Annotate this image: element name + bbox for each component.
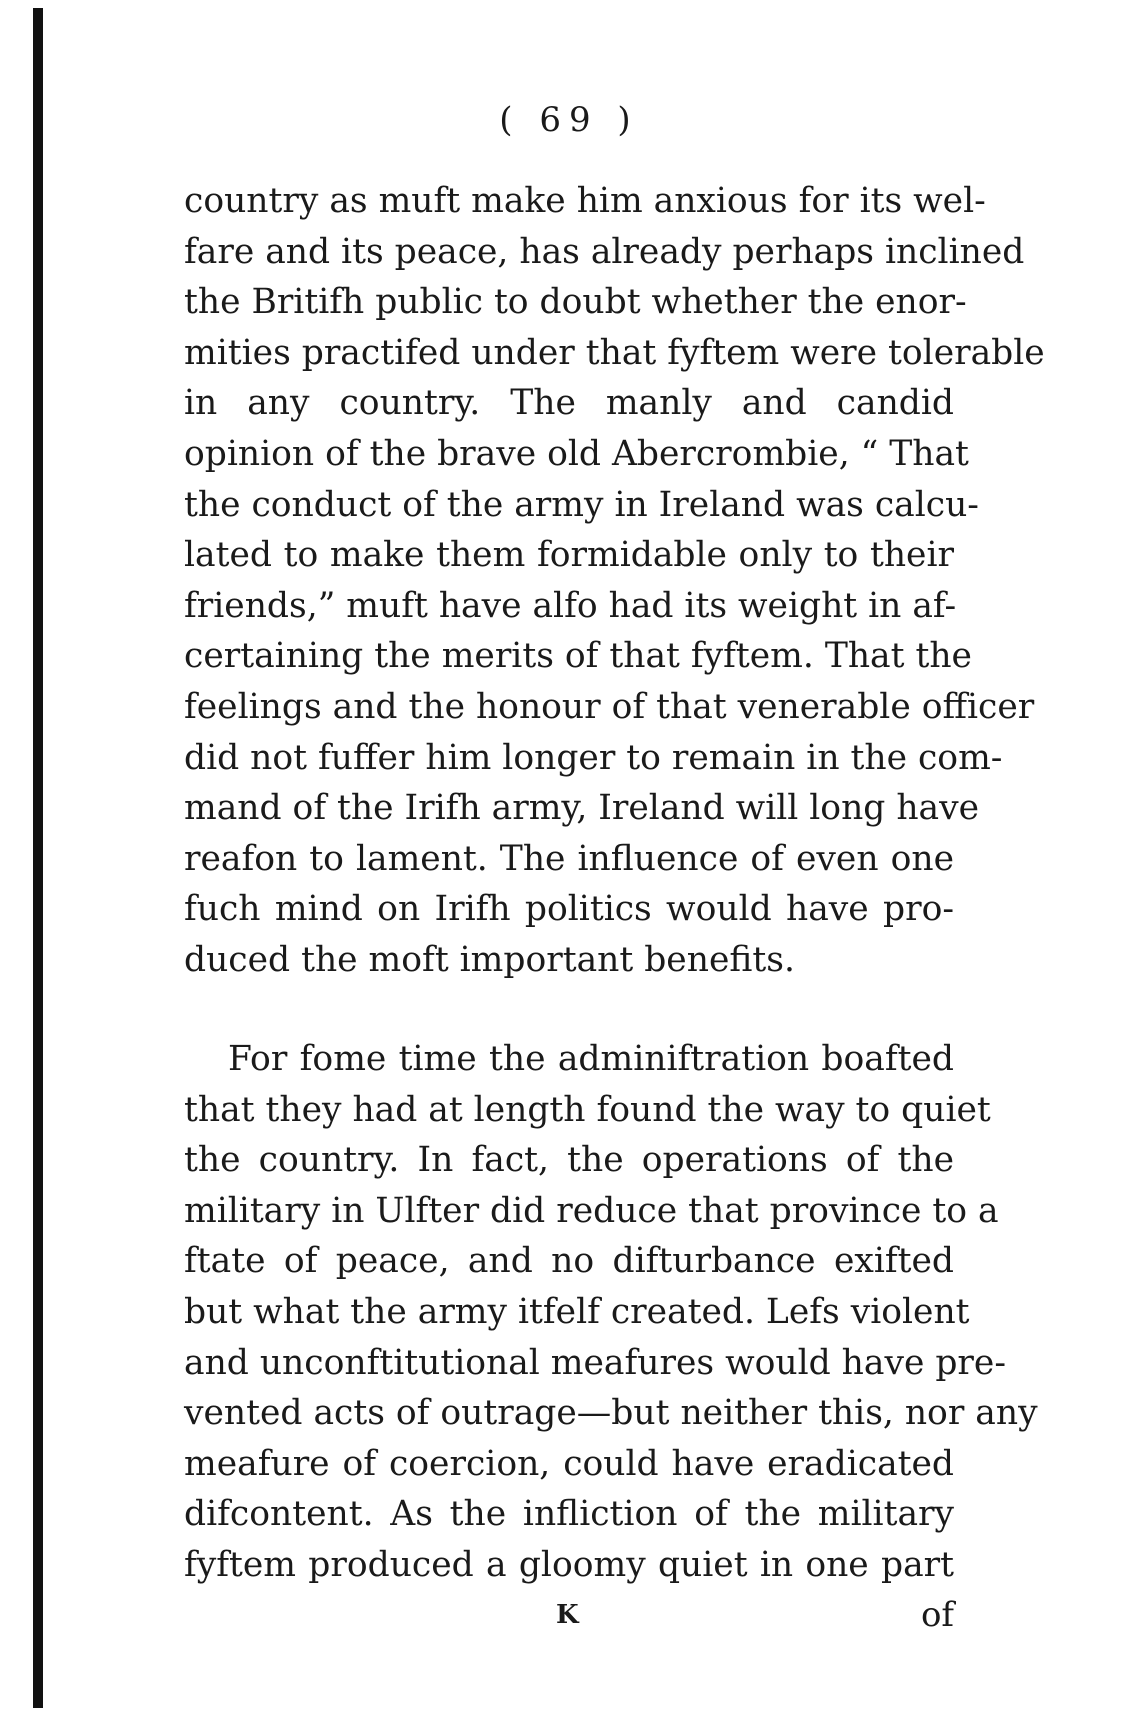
text-line: the Britifh public to doubt whether the enor- (184, 282, 967, 323)
page-footer (184, 1590, 954, 1640)
text-line: duced the moft important benefits. (184, 939, 795, 980)
text-line: mand of the Irifh army, Ireland will long have (184, 788, 980, 829)
text-line: fuch mind on Irifh politics would have pro- (184, 889, 954, 930)
catchword: of (920, 1595, 954, 1635)
paragraph-2 (184, 1034, 1038, 1591)
text-line: opinion of the brave old Abercrombie, “ That (184, 433, 969, 474)
book-spine-shadow (33, 8, 43, 1708)
text-line: the conduct of the army in Ireland was calcu- (184, 484, 979, 525)
text-line: did not fuffer him longer to remain in the com- (184, 737, 1003, 778)
signature-mark: K (556, 1600, 579, 1630)
text-line: that they had at length found the way to quiet (184, 1089, 991, 1130)
text-line: the country. In fact, the operations of the (184, 1140, 954, 1181)
text-line: but what the army itfelf created. Lefs violent (184, 1291, 970, 1332)
text-line: meafure of coercion, could have eradicated (184, 1443, 954, 1484)
text-line: vented acts of outrage—but neither this, nor any (184, 1393, 1038, 1434)
text-line: and unconftitutional meafures would have pre- (184, 1342, 1006, 1383)
text-line: friends,” muft have alfo had its weight in af- (184, 585, 957, 626)
text-line: military in Ulfter did reduce that province to a (184, 1190, 999, 1231)
page-number: ( 69 ) (499, 100, 639, 140)
text-line: reafon to lament. The influence of even one (184, 838, 954, 879)
text-line: ftate of peace, and no difturbance exifted (184, 1241, 954, 1282)
paragraph-1 (184, 176, 1045, 986)
text-line: difcontent. As the infliction of the military (184, 1494, 954, 1535)
text-line: For fome time the adminiftration boafted (228, 1039, 954, 1079)
text-line: mities practifed under that fyftem were tolerable (184, 332, 1045, 373)
text-line: certaining the merits of that fyftem. That the (184, 636, 972, 677)
text-line: lated to make them formidable only to their (184, 535, 954, 576)
text-line: in any country. The manly and candid (184, 383, 954, 424)
text-line: country as muft make him anxious for its wel- (184, 181, 986, 221)
text-line: fare and its peace, has already perhaps inclined (184, 231, 1025, 272)
text-line: fyftem produced a gloomy quiet in one part (184, 1544, 954, 1585)
text-line: feelings and the honour of that venerable officer (184, 686, 1035, 727)
